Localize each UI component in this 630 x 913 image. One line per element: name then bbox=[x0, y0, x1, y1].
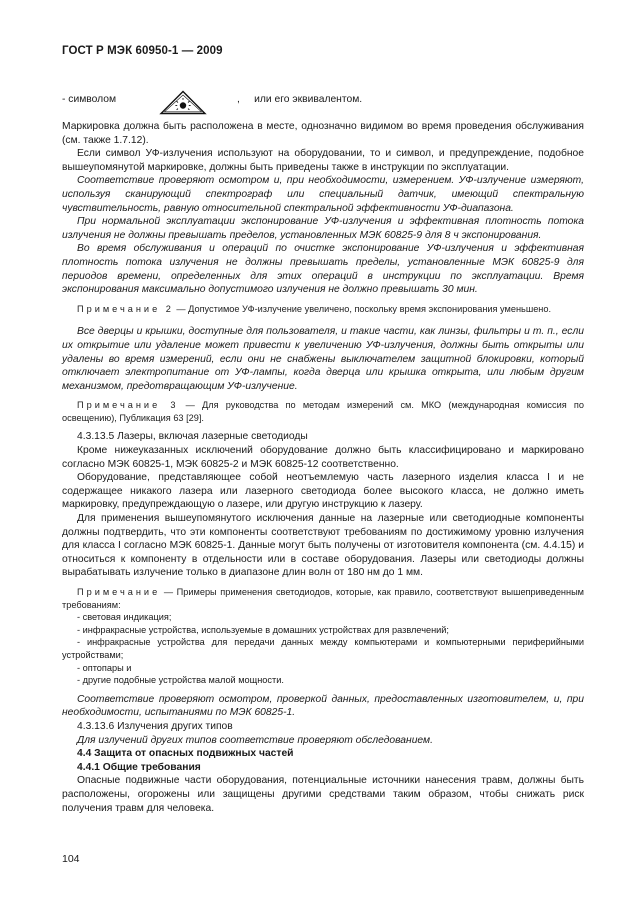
paragraph: Оборудование, представляющее собой неотъемлемую часть лазерного изделия класса I и не содержащее никакого лазера или лазерного светодиода более высокого класса, не должно иметь маркировку, предупреждающую о лазере, или другую инструкцию к лазеру. bbox=[62, 472, 584, 511]
document-header: ГОСТ Р МЭК 60950-1 — 2009 bbox=[62, 45, 223, 57]
paragraph: Во время обслуживания и операций по очистке экспонирование УФ-излучения и эффективная плотность потока излучения не должны превышать пределы, установленные МЭК 60825-9 для периодов времени, определенных для этих операций в инструкции по эксплуатации. Время экспонирования максимально допустимого излучения не должно превышать 30 мин. bbox=[62, 243, 584, 296]
paragraph: Для излучений других типов соответствие проверяют обследованием. bbox=[77, 734, 433, 746]
paragraph: Маркировка должна быть расположена в месте, однозначно видимом во время проведения обслуживания (см. также 1.7.12). bbox=[62, 121, 584, 146]
list-item: - инфракрасные устройства, используемые в домашних устройствах для развлечений; bbox=[77, 624, 449, 635]
paragraph: Кроме нижеуказанных исключений оборудование должно быть классифицировано и маркировано согласно МЭК 60825-1, МЭК 60825-2 и МЭК 60825-12 соответственно. bbox=[62, 445, 584, 470]
paragraph: При нормальной эксплуатации экспонирование УФ-излучения и эффективная плотность потока излучения не должны превышать пределов, установленных МЭК 60825-9 для 8 ч экспонирования. bbox=[62, 216, 584, 241]
uv-radiation-warning-icon bbox=[133, 90, 233, 115]
section-heading: 4.3.13.5 Лазеры, включая лазерные светодиоды bbox=[77, 431, 308, 443]
symbol-line-prefix: - символом bbox=[62, 94, 117, 105]
list-item: - другие подобные устройства малой мощности. bbox=[77, 675, 284, 686]
section-heading: 4.4 Защита от опасных подвижных частей bbox=[77, 748, 294, 760]
paragraph: Опасные подвижные части оборудования, потенциальные источники нанесения травм, должны быть расположены, огорожены или защищены другими средствами таким образом, чтобы снижать риск получения травм для человека. bbox=[62, 775, 584, 814]
note-text: — Допустимое УФ-излучение увеличено, поскольку время экспонирования уменьшено. bbox=[173, 303, 552, 314]
symbol-line-suffix: , или его эквивалентом. bbox=[237, 94, 363, 105]
section-heading: 4.4.1 Общие требования bbox=[77, 761, 201, 773]
list-item: - инфракрасные устройства для передачи данных между компьютерами и компьютерными периферийными устройствами; bbox=[62, 637, 584, 660]
note-heading: Примечание 3 bbox=[77, 400, 179, 411]
note-heading: Примечание bbox=[77, 587, 161, 597]
symbol-line bbox=[62, 90, 602, 116]
list-item: - световая индикация; bbox=[77, 612, 172, 623]
page-number: 104 bbox=[62, 853, 80, 865]
paragraph: Все дверцы и крышки, доступные для пользователя, и такие части, как линзы, фильтры и т. п., если их открытие или удаление может привести к увеличению УФ-излучения, должны быть открыты или удалены во время измерений, если они не снабжены выключателем защитной блокировки, который отключает электропитание от УФ-лампы, когда дверца или крышка открыта, или любым другим механизмом, предотвращающим УФ-излучение. bbox=[62, 326, 584, 392]
document-body bbox=[62, 120, 584, 815]
paragraph: Соответствие проверяют осмотром и, при необходимости, измерением. УФ-излучение измеряют, используя сканирующий спектрограф или специальный датчик, имеющий спектральную чувствительность, равную относительной спектральной эффективности УФ-диапазона. bbox=[62, 175, 584, 214]
note bbox=[62, 586, 584, 611]
paragraph: Соответствие проверяют осмотром, проверкой данных, предоставленных изготовителем, и, при необходимости, испытаниями по МЭК 60825-1. bbox=[62, 693, 584, 719]
paragraph: Для применения вышеупомянутого исключения данные на лазерные или светодиодные компоненты должны подтвердить, что эти компоненты соответствуют требованиям по достижимому уровню излучения для класса I согласно МЭК 60825-1. Данные могут быть получены от изготовителя компонента (см. 4.4.15) и относиться к компоненту в отдельности или в составе оборудования. Лазеры или светодиоды должны вырабатывать излучение только в диапазоне длин волн от 180 нм до 1 мм. bbox=[62, 513, 585, 579]
note bbox=[62, 399, 584, 424]
note bbox=[62, 303, 584, 316]
list-item: - оптопары и bbox=[77, 662, 132, 673]
note-text: — Для руководства по методам измерений см. МКО (международная комиссия по освещению), Публикация 63 [29]. bbox=[62, 400, 585, 423]
note-text: — Примеры применения светодиодов, которые, как правило, соответствуют вышеприведенным требованиям: bbox=[62, 587, 584, 610]
paragraph: Если символ УФ-излучения используют на оборудовании, то и символ, и предупреждение, подобное вышеупомянутой маркировке, должны быть приведены также в инструкции по эксплуатации. bbox=[62, 148, 584, 173]
section-heading: 4.3.13.6 Излучения других типов bbox=[77, 720, 233, 732]
note-heading: Примечание 2 bbox=[77, 303, 174, 314]
